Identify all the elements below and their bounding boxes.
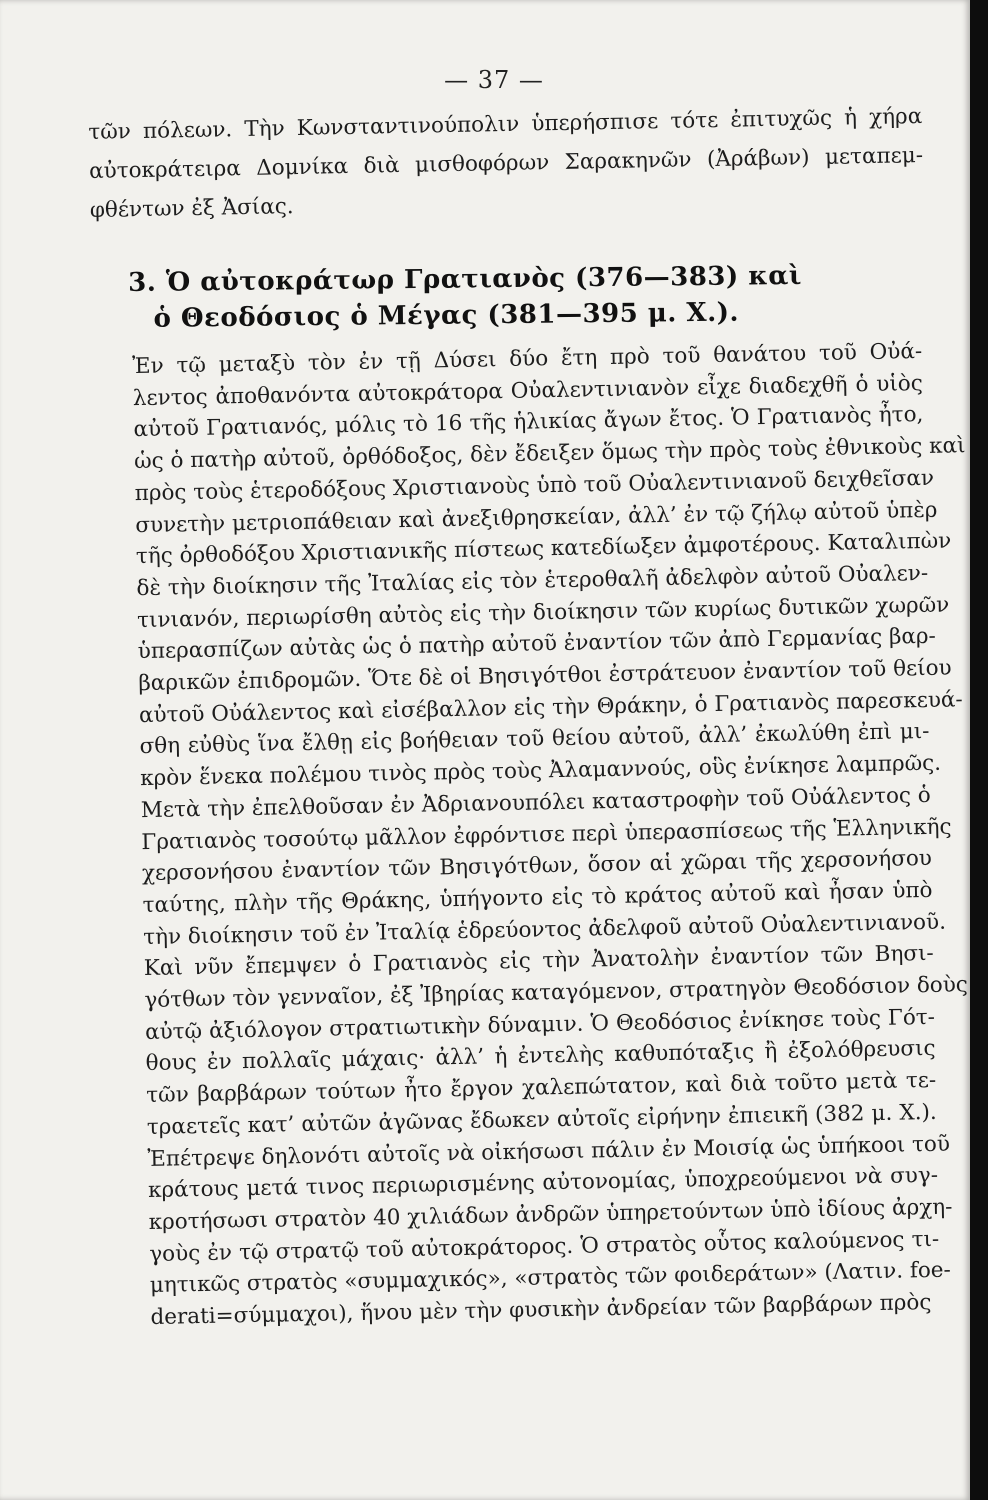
text-line: ὑπερασπίζων αὐτὰς ὡς ὁ πατὴρ αὐτοῦ ἐναντίον τῶν ἀπὸ Γερμανίας βαρ-	[137, 624, 937, 665]
text-line: τῶν πόλεων. Τὴν Κωνσταντινούπολιν ὑπερήσπισε τότε ἐπιτυχῶς ἡ χήρα	[88, 103, 923, 145]
body-paragraph	[88, 336, 969, 1335]
text-line: πρὸς τοὺς ἑτεροδόξους Χριστιανοὺς ὑπὸ τοῦ Οὐαλεντινιανοῦ δειχθεῖσαν	[134, 465, 935, 506]
text-line: φθέντων ἐξ Ἀσίας.	[89, 194, 294, 223]
scan-dark-edge	[970, 0, 988, 1500]
text-line: Ἐν τῷ μεταξὺ τὸν ἐν τῇ Δύσει δύο ἔτη πρὸ τοῦ θανάτου τοῦ Οὐά-	[132, 338, 923, 380]
text-line: ὡς ὁ πατὴρ αὐτοῦ, ὀρθόδοξος, δὲν ἔδειξεν ὅμως τὴν πρὸς τοὺς ἐθνικοὺς καὶ	[133, 433, 966, 475]
page-number: — 37 —	[444, 66, 544, 94]
text-line: κράτους μετά τινος περιωρισμένης αὐτονομίας, ὑποχρεούμενοι νὰ συγ-	[147, 1163, 939, 1204]
text-line: τῶν βαρβάρων τούτων ἦτο ἔργον χαλεπώτατον, καὶ διὰ τοῦτο μετὰ τε-	[146, 1068, 937, 1109]
text-line: κροτήσωσι στρατὸν 40 χιλιάδων ἀνδρῶν ὑπηρετούντων ὑπὸ ἰδίους ἀρχη-	[148, 1194, 953, 1235]
text-line: Καὶ νῦν ἔπεμψεν ὁ Γρατιανὸς εἰς τὴν Ἀνατολὴν ἐναντίον τῶν Βησι-	[143, 941, 934, 982]
text-line: Ἐπέτρεψε δηλονότι αὐτοῖς νὰ οἰκήσωσι πάλιν ἐν Μοισίᾳ ὡς ὑπήκοοι τοῦ	[147, 1131, 951, 1172]
text-line: συνετὴν μετριοπάθειαν καὶ ἀνεξιθρησκείαν, ἀλλ’ ἐν τῷ ζήλῳ αὐτοῦ ὑπὲρ	[135, 497, 938, 538]
text-line: Μετὰ τὴν ἐπελθοῦσαν ἐν Ἀδριανουπόλει καταστροφὴν τοῦ Οὐάλεντος ὁ	[140, 782, 931, 823]
text-line: λεντος ἀποθανόντα αὐτοκράτορα Οὐαλεντινιανὸν εἶχε διαδεχθῆ ὁ υἱὸς	[132, 370, 923, 411]
text-line: γοὺς ἐν τῷ στρατῷ τοῦ αὐτοκράτορος. Ὁ στρατὸς οὗτος καλούμενος τι-	[149, 1226, 940, 1267]
text-line: θους ἐν πολλαῖς μάχαις· ἀλλ’ ἡ ἐντελὴς καθυπόταξις ἢ ἐξολόθρευσις	[145, 1036, 936, 1077]
text-line: δὲ τὴν διοίκησιν τῆς Ἰταλίας εἰς τὸν ἑτεροθαλῆ ἀδελφὸν αὐτοῦ Οὐαλεν-	[136, 560, 929, 602]
text-line: τὴν διοίκησιν τοῦ ἐν Ἰταλίᾳ ἑδρεύοντος ἀδελφοῦ αὐτοῦ Οὐαλεντινιανοῦ.	[143, 909, 947, 950]
text-line: αὐτοῦ Γρατιανός, μόλις τὸ 16 τῆς ἡλικίας ἄγων ἔτος. Ὁ Γρατιανὸς ἦτο,	[133, 402, 924, 443]
text-line: ταύτης, πλὴν τῆς Θράκης, ὑπήγοντο εἰς τὸ κράτος αὐτοῦ καὶ ἦσαν ὑπὸ	[142, 877, 933, 919]
text-line: κρὸν ἕνεκα πολέμου τινὸς πρὸς τοὺς Ἀλαμαννούς, οὓς ἐνίκησε λαμπρῶς.	[139, 750, 942, 792]
text-line: τραετεῖς κατ’ αὐτῶν ἀγῶνας ἔδωκεν αὐτοῖς εἰρήνην ἐπιεικῆ (382 μ. Χ.).	[146, 1099, 937, 1140]
text-line: derati=σύμμαχοι), ἥνου μὲν τὴν φυσικὴν ἀνδρείαν τῶν βαρβάρων πρὸς	[150, 1290, 932, 1331]
text-line: αὐτῷ ἀξιόλογον στρατιωτικὴν δύναμιν. Ὁ Θεοδόσιος ἐνίκησε τοὺς Γότ-	[144, 1004, 936, 1045]
text-line: μητικῶς στρατὸς «συμμαχικός», «στρατὸς τῶν φοιδεράτων» (Λατιν. foe-	[149, 1257, 952, 1299]
text-line: χερσονήσου ἐναντίον τῶν Βησιγότθων, ὅσον αἱ χῶραι τῆς χερσονήσου	[141, 846, 933, 887]
section-heading	[128, 257, 889, 337]
text-line: αὐτοῦ Οὐάλεντος καὶ εἰσέβαλλον εἰς τὴν Θράκην, ὁ Γρατιανὸς παρεσκευά-	[138, 687, 963, 728]
text-line: σθη εὐθὺς ἵνα ἔλθῃ εἰς βοήθειαν τοῦ θείου αὐτοῦ, ἀλλ’ ἐκωλύθη ἐπὶ μι-	[139, 719, 930, 760]
text-line: τῆς ὀρθοδόξου Χριστιανικῆς πίστεως κατεδίωξεν ἀμφοτέρους. Καταλιπὼν	[135, 528, 952, 570]
text-line: Γρατιανὸς τοσούτῳ μᾶλλον ἐφρόντισε περὶ ὑπερασπίσεως τῆς Ἑλληνικῆς	[141, 814, 952, 855]
text-line: τινιανόν, περιωρίσθη αὐτὸς εἰς τὴν διοίκησιν τῶν κυρίως δυτικῶν χωρῶν	[136, 592, 950, 633]
text-line: βαρικῶν ἐπιδρομῶν. Ὅτε δὲ οἱ Βησιγότθοι ἐστράτευον ἐναντίον τοῦ θείου	[138, 655, 952, 697]
text-line: αὐτοκράτειρα Δομνίκα διὰ μισθοφόρων Σαρακηνῶν (Ἀράβων) μεταπεμ-	[88, 142, 924, 184]
section-heading-line-1: 3. Ὁ αὐτοκράτωρ Γρατιανὸς (376—383) καὶ	[128, 260, 803, 298]
text-line: γότθων τὸν γενναῖον, ἐξ Ἰβηρίας καταγόμενον, στρατηγὸν Θεοδόσιον δοὺς	[144, 972, 969, 1014]
intro-paragraph	[88, 97, 924, 230]
section-heading-line-2: ὁ Θεοδόσιος ὁ Μέγας (381—395 μ. Χ.).	[153, 297, 740, 334]
